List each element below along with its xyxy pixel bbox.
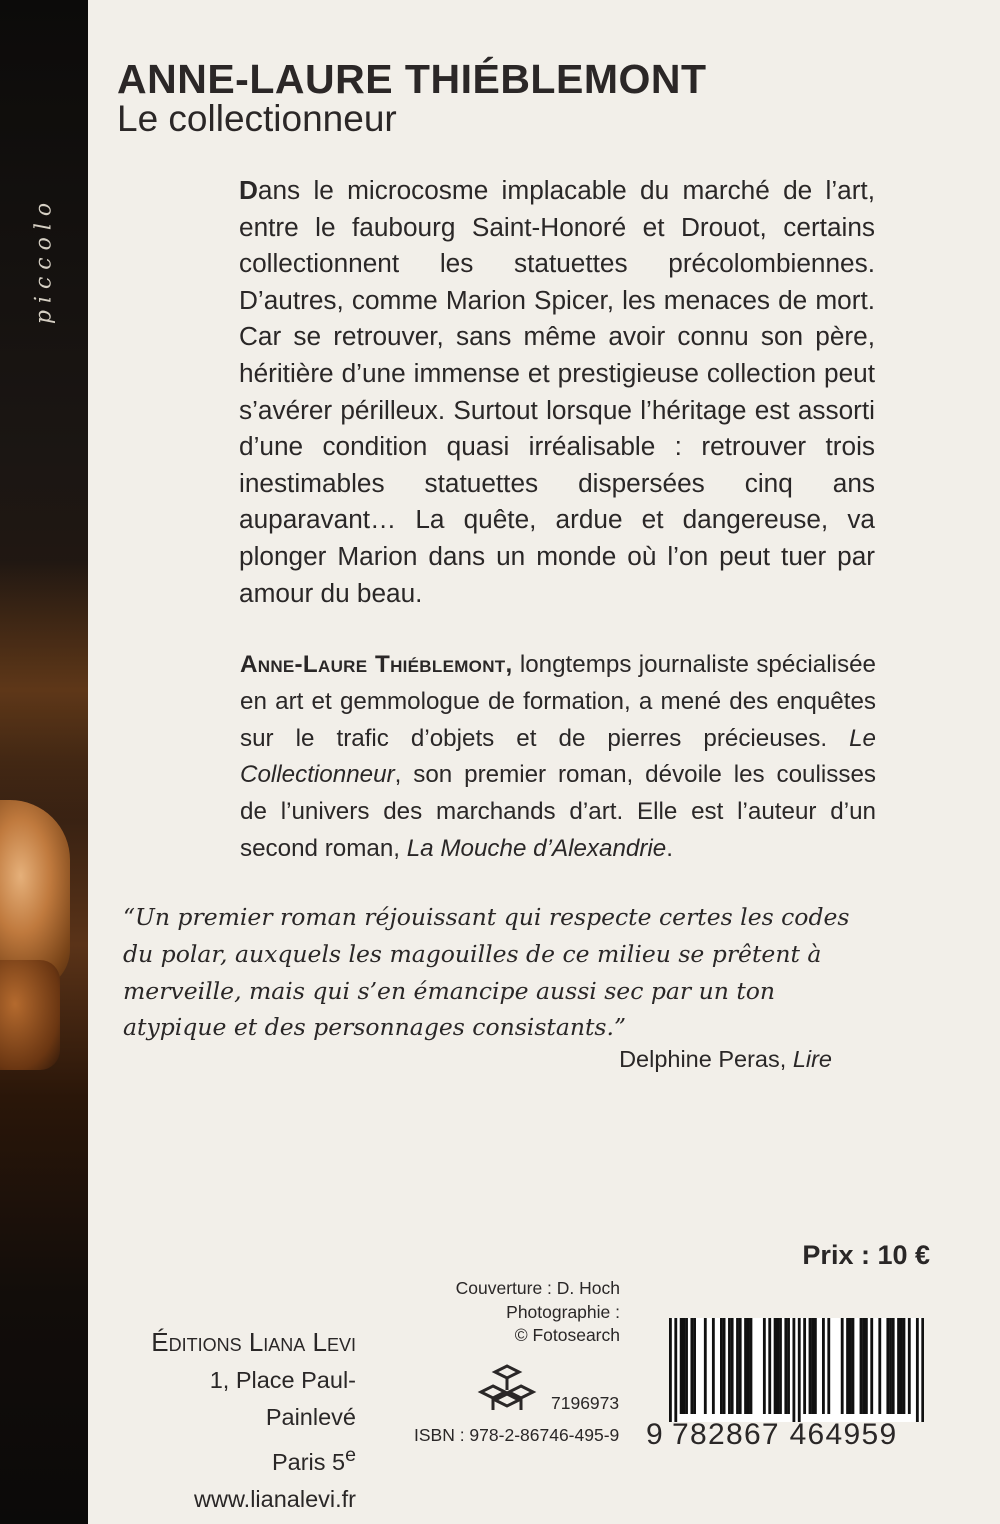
book-title: Le collectionneur [117, 98, 397, 139]
barcode-bar [841, 1318, 844, 1414]
barcode-bar [704, 1318, 707, 1414]
barcode-bar [763, 1318, 766, 1414]
photo-credit: © Fotosearch [514, 1325, 620, 1345]
barcode-bar [712, 1318, 715, 1414]
barcode-bar [903, 1318, 906, 1414]
barcode-bar [792, 1318, 795, 1422]
barcode-bar [865, 1318, 868, 1414]
cover-spine-strip [0, 0, 88, 1524]
bio-text-3: . [666, 834, 673, 862]
barcode-bar [908, 1318, 911, 1414]
internal-code: 7196973 [551, 1393, 620, 1413]
publisher-logo-icon [477, 1362, 537, 1416]
barcode-bar [774, 1318, 777, 1414]
publisher-website: www.lianalevi.fr [194, 1485, 356, 1512]
barcode-first-digit: 9 [646, 1418, 664, 1451]
barcode-bar [852, 1318, 855, 1414]
series-label: piccolo [31, 195, 57, 325]
barcode-bar [900, 1318, 903, 1414]
barcode-group-1: 782867 [672, 1418, 780, 1451]
barcode-bar [886, 1318, 889, 1414]
barcode-bar [779, 1318, 782, 1414]
barcode-bar [736, 1318, 739, 1414]
publisher-block [120, 1324, 356, 1518]
barcode-bar [822, 1318, 825, 1414]
barcode-bar [750, 1318, 753, 1414]
barcode-bar [723, 1318, 726, 1414]
quote-source-name: Delphine Peras, [619, 1046, 793, 1072]
barcode-bar [827, 1318, 830, 1414]
barcode-bar [860, 1318, 863, 1414]
publisher-city-sup: e [345, 1443, 356, 1466]
barcode-bar [862, 1318, 865, 1414]
isbn-label: ISBN : 978-2-86746-495-9 [414, 1425, 620, 1445]
spine-glow [0, 560, 88, 820]
summary-paragraph [239, 172, 875, 611]
barcode-bar [849, 1318, 852, 1414]
barcode-bar [803, 1318, 806, 1414]
barcode-bar [811, 1318, 814, 1414]
barcode-bar [739, 1318, 742, 1414]
barcode-bar [784, 1318, 787, 1414]
barcode-bar [731, 1318, 734, 1414]
barcode-bar [669, 1318, 672, 1422]
cover-credit: Couverture : D. Hoch [455, 1278, 620, 1298]
barcode-bar [674, 1318, 677, 1422]
barcode-bar [889, 1318, 892, 1414]
barcode-digits [646, 1418, 936, 1452]
barcode-bar [921, 1318, 924, 1422]
barcode-bar [768, 1318, 771, 1414]
bio-book-2: La Mouche d’Alexandrie [406, 834, 667, 862]
barcode-bar [690, 1318, 693, 1414]
barcode-bar [814, 1318, 817, 1414]
barcode-bar [693, 1318, 696, 1414]
summary-dropcap: D [239, 175, 258, 205]
barcode-bar [916, 1318, 919, 1422]
barcode-bar [870, 1318, 873, 1414]
author-name: ANNE-LAURE THIÉBLEMONT [117, 56, 707, 102]
quote-source [520, 1046, 832, 1073]
barcode-bar [680, 1318, 683, 1414]
bio-text-1: longtemps journaliste spécialisée en art et gemmologue de formation, a mené des enquêtes sur le trafic d’objets et de pierres précieuses. [240, 651, 877, 752]
barcode-bar [728, 1318, 731, 1414]
bio-text-2: , son premier roman, dévoile les coulisses de l’univers des marchands d’art. Elle est l’auteur d’un second roman, [240, 761, 876, 862]
price-label: Prix : 10 € [802, 1240, 930, 1270]
barcode-bar [744, 1318, 747, 1414]
barcode-bar [747, 1318, 750, 1414]
barcode-bar [787, 1318, 790, 1414]
barcode-bar [809, 1318, 812, 1414]
bio-book-1: Le Collectionneur [240, 724, 876, 789]
publisher-name: Éditions Liana Levi [151, 1327, 356, 1357]
barcode-group-2: 464959 [789, 1418, 898, 1451]
spine-photo-base [0, 960, 60, 1070]
quote-source-publication: Lire [792, 1046, 832, 1072]
barcode-bar [897, 1318, 900, 1414]
barcode-bar [776, 1318, 779, 1414]
publisher-city-name: Paris 5 [271, 1448, 346, 1475]
barcode-bar [720, 1318, 723, 1414]
barcode-bar [682, 1318, 685, 1414]
bio-author-name: Anne-Laure Thiéblemont, [240, 651, 513, 678]
author-bio [240, 647, 876, 868]
barcode-bar [798, 1318, 801, 1422]
publisher-city [120, 1437, 356, 1481]
publisher-address: 1, Place Paul-Painlevé [209, 1366, 356, 1430]
barcode-bar [846, 1318, 849, 1414]
summary-text: ans le microcosme implacable du marché de l’art, entre le faubourg Saint-Honoré et Drouot, certains collectionnent les statuettes précolombiennes. D’autres, comme Marion Spicer, les menaces de mort. Car se retrouver, sans même avoir connu son père, héritière d’une immense et prestigieuse collection peut s’avérer périlleux. Surtout lorsque l’héritage est assorti d’une condition quasi irréalisable : retrouver trois inestimables statuettes dispersées cinq ans auparavant… La quête, ardue et dangereuse, va plonger Marion dans un monde où l’on peut tuer par amour du beau. [239, 175, 875, 608]
barcode-bar [685, 1318, 688, 1414]
isbn-barcode [669, 1318, 924, 1422]
press-quote: “Un premier roman réjouissant qui respecte certes les codes du polar, auxquels les magouilles de ce milieu se prêtent à merveille, mais qui s’en émancipe aussi sec par un ton atypique et des personnages consistants.” [123, 903, 850, 1042]
barcode-bar [878, 1318, 881, 1414]
photo-credit-label: Photographie : [506, 1301, 620, 1322]
barcode-bar [892, 1318, 895, 1414]
credits-block [440, 1277, 620, 1348]
